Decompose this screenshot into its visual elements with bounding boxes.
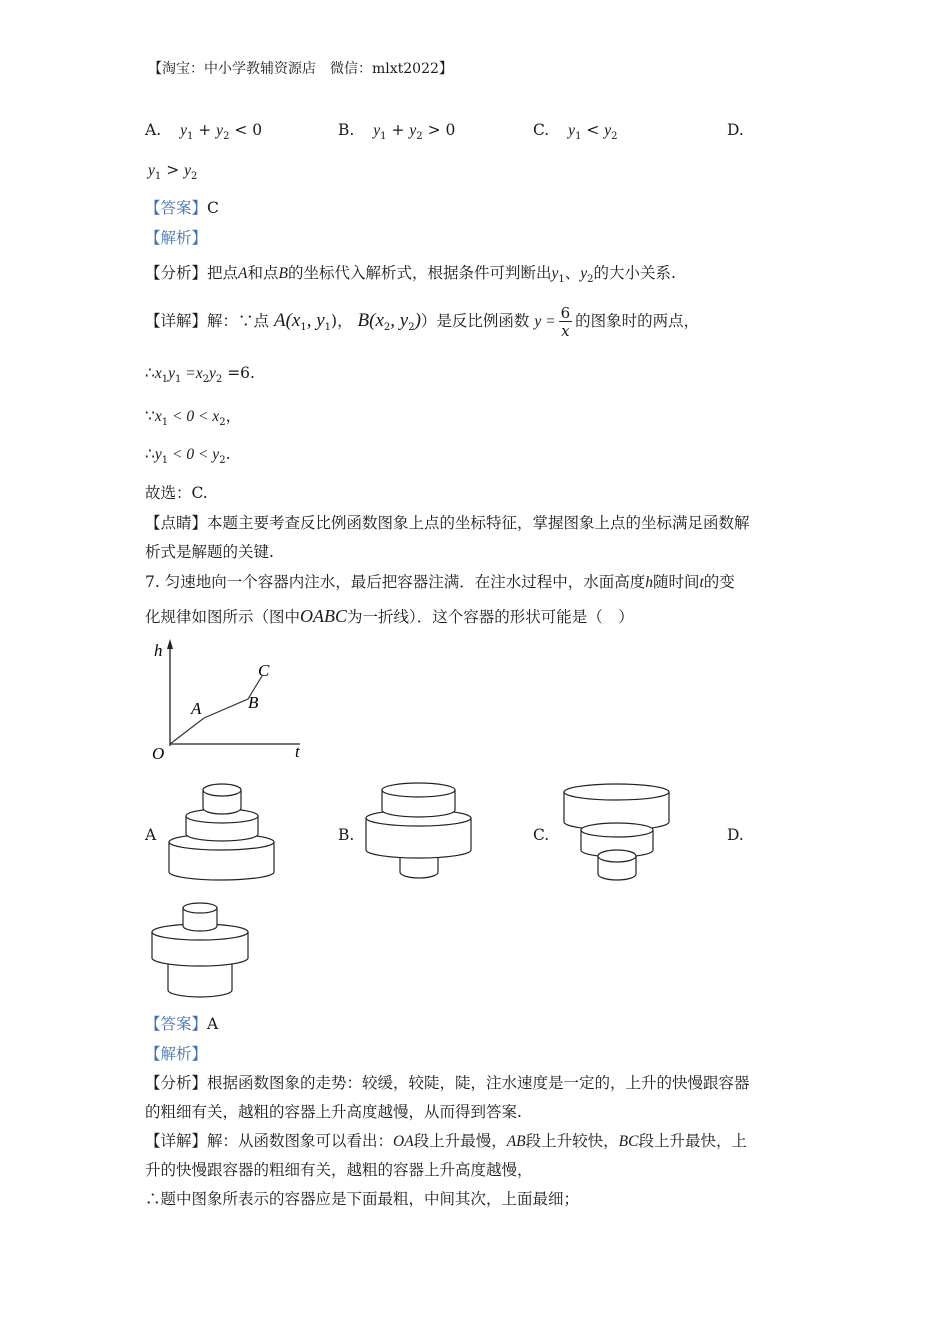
q7-option-b-label: B.	[338, 826, 355, 844]
option-c-expr: $y_1 < y_2$	[568, 121, 618, 142]
option-d-label: D.	[727, 121, 744, 139]
q7-analysis-tag: 【解析】	[145, 1045, 208, 1063]
q6-answer: 【答案】C	[145, 199, 219, 217]
q7-fenxi-2: 的粗细有关，越粗的容器上升高度越慢，从而得到答案.	[145, 1103, 522, 1121]
q7-stem-1: 7. 匀速地向一个容器内注水，最后把容器注满．在注水过程中，水面高度h随时间t的变	[145, 573, 735, 591]
graph-o-label: O	[152, 744, 165, 763]
y-axis-arrow	[167, 639, 173, 649]
q7-graph	[140, 636, 320, 766]
option-d-expr: $y_1 > y_2$	[148, 161, 198, 182]
q7-answer: 【答案】A	[145, 1015, 219, 1033]
graph-t-label: t	[295, 742, 300, 761]
q7-option-d-label: D.	[727, 826, 744, 844]
container-d	[148, 898, 253, 1003]
q6-xiangjie: 【详解】解：∵点 $A(x_1$, $y_1$)， $B(x_2$, $y_2$)）是反比例函数 y = $\frac{6}{x}$ 的图象时的两点，	[145, 303, 700, 340]
q7-stem-2: 化规律如图所示（图中OABC为一折线）．这个容器的形状可能是（ ）	[145, 606, 634, 626]
q7-option-c-label: C.	[533, 826, 550, 844]
option-b: B. $y_1 + y_2 > 0$	[338, 121, 456, 142]
q7-xiangjie-2: 升的快慢跟容器的粗细有关，越粗的容器上升高度越慢，	[145, 1161, 533, 1179]
container-a	[165, 780, 280, 885]
container-b	[362, 780, 477, 885]
q6-dianjing-1: 【点睛】本题主要考查反比例函数图象上点的坐标特征，掌握图象上点的坐标满足函数解	[145, 514, 750, 532]
q6-dianjing-2: 析式是解题的关键.	[145, 543, 274, 561]
graph-a-label: A	[191, 699, 202, 718]
fraction-6-over-x: $\frac{6}{x}$	[560, 303, 571, 340]
q6-step-3: $\therefore y_1 < 0 < y_2$.	[145, 445, 231, 466]
option-c: C. $y_1 < y_2$	[533, 121, 618, 142]
container-c	[560, 780, 675, 885]
q6-fenxi: 【分析】把点A和点B的坐标代入解析式，根据条件可判断出$y_1$、$y_2$的大小关系.	[145, 264, 676, 285]
q6-step-1: $\therefore x_1y_1 =x_2y_2 =6$.	[145, 364, 255, 385]
graph-c-label: C	[258, 661, 270, 680]
q6-analysis-tag: 【解析】	[145, 229, 208, 247]
q6-choose: 故选：C.	[145, 484, 208, 502]
q6-step-2: $\because x_1 < 0 < x_2$，	[145, 407, 242, 428]
page-header: 【淘宝：中小学教辅资源店 微信：mlxt2022】	[148, 61, 453, 77]
option-b-expr: $y_1 + y_2 > 0$	[373, 121, 456, 142]
option-a: A. $y_1 + y_2 < 0$	[145, 121, 263, 142]
graph-h-label: h	[154, 641, 163, 660]
option-a-expr: $y_1 + y_2 < 0$	[180, 121, 263, 142]
q7-xiangjie-1: 【详解】解：从函数图象可以看出：OA段上升最慢，AB段上升较快，BC段上升最快，上	[145, 1132, 747, 1150]
q7-xiangjie-3: ∴题中图象所表示的容器应是下面最粗，中间其次，上面最细；	[145, 1190, 580, 1208]
graph-b-label: B	[248, 693, 259, 712]
q7-option-a-label: A	[145, 826, 157, 844]
q7-fenxi-1: 【分析】根据函数图象的走势：较缓，较陡，陡，注水速度是一定的，上升的快慢跟容器	[145, 1074, 750, 1092]
